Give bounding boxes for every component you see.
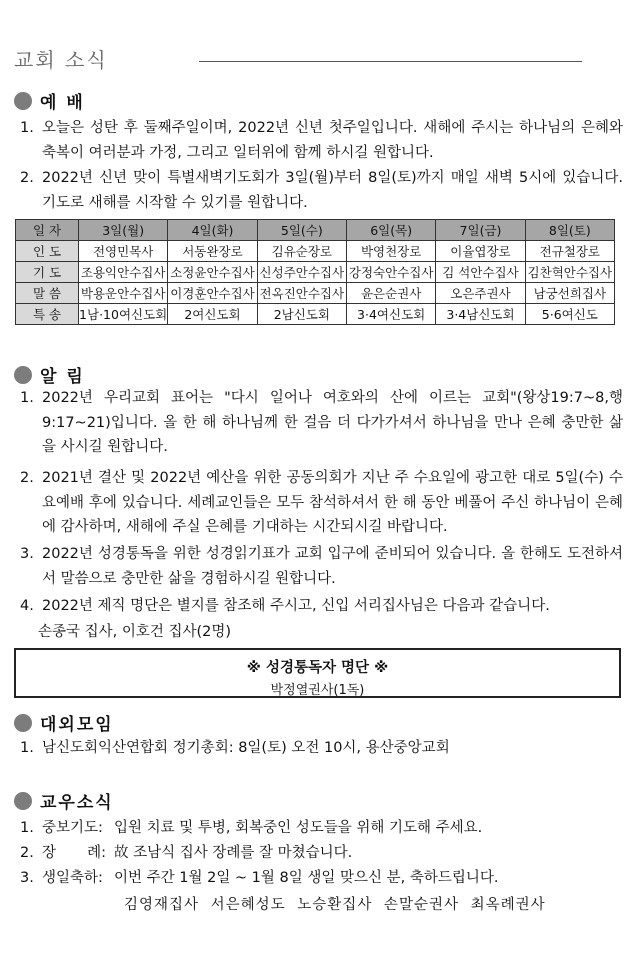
item-text: 오늘은 성탄 후 둘째주일이며, 2022년 신년 첫주일입니다. 새해에 주시는 하나님의 은혜와 축복이 여러분과 가정, 그리고 일터위에 함께 하시길 원합니다. [42, 120, 623, 161]
new-deacons [38, 620, 623, 645]
item-label [42, 866, 106, 890]
label-part: 중보기도: [42, 820, 103, 836]
section-worship-heading [14, 88, 85, 113]
notice-item-1 [20, 386, 623, 460]
section-title: 교우소식 [40, 793, 114, 813]
item-number: 2. [20, 470, 34, 486]
table-cell: 조용익안수집사 [79, 262, 168, 283]
bullet-icon [14, 366, 32, 384]
item-number: 2. [20, 845, 34, 861]
table-row [16, 304, 615, 325]
birthday-names: 김영재집사 서은혜성도 노승환집사 손말순권사 최옥례권사 [124, 897, 546, 913]
table-cell: 전규철장로 [525, 241, 614, 262]
table-cell: 윤은순권사 [346, 283, 435, 304]
worship-item-1 [20, 116, 623, 165]
table-cell: 남궁선희집사 [525, 283, 614, 304]
item-number: 1. [20, 740, 34, 756]
item-text: 남신도회익산연합회 정기총회: 8일(토) 오전 10시, 용산중앙교회 [42, 740, 450, 756]
table-cell: 김 석안수집사 [436, 262, 525, 283]
table-cell: 소정윤안수집사 [168, 262, 257, 283]
table-cell: 강정숙안수집사 [346, 262, 435, 283]
table-header-cell: 8일(토) [525, 220, 614, 241]
bible-reader-box [14, 648, 621, 698]
table-row [16, 283, 615, 304]
item-number: 2. [20, 170, 34, 186]
table-cell: 3·4여신도회 [346, 304, 435, 325]
table-header-cell: 일 자 [16, 220, 79, 241]
header-rule [199, 61, 582, 62]
notice-item-2 [20, 466, 623, 540]
prayer-schedule-table [15, 219, 615, 325]
table-cell: 전영민목사 [79, 241, 168, 262]
box-body: 박정열권사(1독) [270, 683, 365, 698]
table-cell: 김찬혁안수집사 [525, 262, 614, 283]
row-label: 인 도 [16, 241, 79, 262]
table-cell: 3·4남신도회 [436, 304, 525, 325]
table-header-cell: 4일(화) [168, 220, 257, 241]
section-title: 예 배 [40, 93, 85, 113]
table-row [16, 241, 615, 262]
section-notices-heading [14, 362, 85, 387]
table-cell: 1남·10여신도회 [79, 304, 168, 325]
item-number: 3. [20, 546, 34, 562]
notice-item-4 [20, 594, 623, 619]
table-cell: 김유순장로 [257, 241, 346, 262]
item-text: 이번 주간 1월 2일 ~ 1월 8일 생일 맞으신 분, 축하드립니다. [114, 870, 499, 886]
table-cell: 이경훈안수집사 [168, 283, 257, 304]
members-item-1 [20, 816, 623, 840]
worship-item-2 [20, 166, 623, 215]
table-header-cell: 6일(목) [346, 220, 435, 241]
table-cell: 2남신도회 [257, 304, 346, 325]
row-label: 말 씀 [16, 283, 79, 304]
item-number: 1. [20, 820, 34, 836]
item-label [42, 816, 106, 840]
item-text: 2022년 제직 명단은 별지를 참조해 주시고, 신입 서리집사님은 다음과 같습니다. [42, 598, 550, 614]
label-part: 장 [42, 845, 57, 861]
page-header [14, 44, 584, 74]
table-cell: 박영천장로 [346, 241, 435, 262]
section-title: 대외모임 [40, 715, 114, 735]
table-cell: 2여신도회 [168, 304, 257, 325]
table-header-row [16, 220, 615, 241]
row-label: 기 도 [16, 262, 79, 283]
item-text: 입원 치료 및 투병, 회복중인 성도들을 위해 기도해 주세요. [114, 820, 483, 836]
table-cell: 전옥진안수집사 [257, 283, 346, 304]
label-part: 례: [87, 845, 106, 861]
table-header-cell: 5일(수) [257, 220, 346, 241]
item-text: 2022년 성경통독을 위한 성경읽기표가 교회 입구에 준비되어 있습니다. 올 한해도 도전하셔서 말씀으로 충만한 삶을 경험하시길 원합니다. [42, 546, 623, 587]
section-title: 알 림 [40, 367, 85, 387]
table-cell: 박용운안수집사 [79, 283, 168, 304]
item-text: 2021년 결산 및 2022년 예산을 위한 공동의회가 지난 주 수요일에 광고한 대로 5일(수) 수요예배 후에 있습니다. 세례교인들은 모두 참석하셔서 한 해 동안 베풀어 주신 하나님이 은혜에 감사하며, 새해에 주실 은혜를 기대하는 시간되시길 바랍니다. [42, 470, 623, 535]
bullet-icon [14, 714, 32, 732]
box-title: ※ 성경통독자 명단 ※ [246, 660, 389, 676]
row-label: 특 송 [16, 304, 79, 325]
item-text: 故 조남식 집사 장례를 잘 마쳤습니다. [114, 845, 353, 861]
item-number: 1. [20, 120, 34, 136]
item-text: 2022년 우리교회 표어는 "다시 일어나 여호와의 산에 이르는 교회"(왕상19:7~8,행9:17~21)입니다. 올 한 해 하나님께 한 걸음 더 다가가셔서 하나님을 만나 은혜 충만한 삶을 사시길 원합니다. [42, 390, 623, 455]
table-cell: 서동완장로 [168, 241, 257, 262]
item-number: 4. [20, 598, 34, 614]
section-members-heading [14, 788, 114, 813]
table-cell: 이율엽장로 [436, 241, 525, 262]
external-item-1 [20, 736, 623, 761]
section-external-heading [14, 710, 114, 735]
label-part: 생일축하: [42, 870, 103, 886]
table-cell: 오은주권사 [436, 283, 525, 304]
members-item-2 [20, 841, 623, 865]
notice-item-3 [20, 542, 623, 591]
item-number: 3. [20, 870, 34, 886]
new-deacons-text: 손종국 집사, 이호건 집사(2명) [38, 624, 232, 640]
bullet-icon [14, 792, 32, 810]
table-header-cell: 3일(월) [79, 220, 168, 241]
bullet-icon [14, 92, 32, 110]
table-row [16, 262, 615, 283]
table-cell: 5·6여신도 [525, 304, 614, 325]
item-number: 1. [20, 390, 34, 406]
table-cell: 신성주안수집사 [257, 262, 346, 283]
page-title: 교회 소식 [14, 48, 108, 72]
members-item-3 [20, 866, 623, 890]
item-label [42, 841, 106, 865]
item-text: 2022년 신년 맞이 특별새벽기도회가 3일(월)부터 8일(토)까지 매일 새벽 5시에 있습니다. 기도로 새해를 시작할 수 있기를 원합니다. [42, 170, 623, 211]
table-header-cell: 7일(금) [436, 220, 525, 241]
